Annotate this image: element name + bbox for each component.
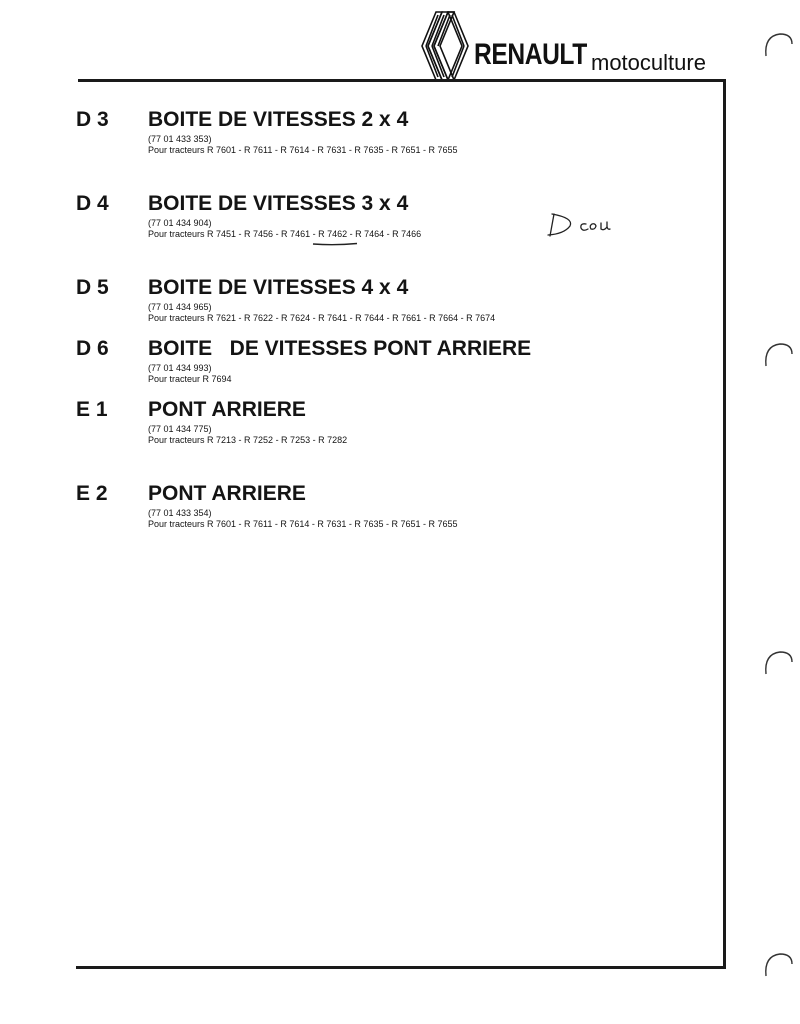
- renault-diamond-logo: [418, 10, 470, 82]
- section-e2: [76, 482, 458, 530]
- bottom-border-rule: [76, 966, 726, 969]
- section-code: D 5: [76, 276, 109, 299]
- section-heading: BOITE DE VITESSES 4 x 4: [148, 276, 409, 299]
- section-code: E 1: [76, 398, 108, 421]
- right-border-rule: [723, 82, 726, 969]
- section-heading: BOITE DE VITESSES 2 x 4: [148, 108, 409, 131]
- section-title: [76, 276, 495, 300]
- binder-punch-mark: [760, 340, 796, 370]
- section-reference: (77 01 434 993): [148, 363, 212, 373]
- brand-subtitle: motoculture: [591, 50, 706, 75]
- section-code: D 6: [76, 337, 109, 360]
- section-models: Pour tracteurs R 7213 - R 7252 - R 7253 - R 7282: [148, 435, 348, 445]
- section-reference: (77 01 434 775): [148, 424, 212, 434]
- brand-wordmark: [474, 38, 706, 75]
- section-heading: BOITE DE VITESSES 3 x 4: [148, 192, 409, 215]
- section-code: D 4: [76, 192, 109, 215]
- section-reference: (77 01 434 904): [148, 218, 212, 228]
- section-heading: PONT ARRIERE: [148, 482, 306, 505]
- section-models: Pour tracteurs R 7601 - R 7611 - R 7614 - R 7631 - R 7635 - R 7651 - R 7655: [148, 519, 458, 529]
- section-d5: [76, 276, 495, 324]
- section-models: Pour tracteurs R 7451 - R 7456 - R 7461 - R 7462 - R 7464 - R 7466: [148, 229, 422, 239]
- section-code: D 3: [76, 108, 109, 131]
- section-models: Pour tracteurs R 7601 - R 7611 - R 7614 - R 7631 - R 7635 - R 7651 - R 7655: [148, 145, 458, 155]
- brand-name: RENAULT: [474, 38, 587, 71]
- handwritten-underline: [312, 242, 358, 246]
- section-title: [76, 398, 347, 422]
- section-heading: BOITE DE VITESSES PONT ARRIERE: [148, 337, 532, 360]
- section-models: Pour tracteurs R 7621 - R 7622 - R 7624 - R 7641 - R 7644 - R 7661 - R 7664 - R 7674: [148, 313, 496, 323]
- section-models: Pour tracteur R 7694: [148, 374, 232, 384]
- binder-punch-mark: [760, 648, 796, 678]
- top-border-rule: [78, 79, 726, 82]
- section-title: [76, 108, 458, 132]
- section-d3: [76, 108, 458, 156]
- page-header: [0, 0, 800, 90]
- section-title: [76, 482, 458, 506]
- binder-punch-mark: [760, 30, 796, 60]
- section-reference: (77 01 433 353): [148, 134, 212, 144]
- section-heading: PONT ARRIERE: [148, 398, 306, 421]
- section-title: [76, 192, 421, 216]
- binder-punch-mark: [760, 950, 796, 980]
- handwritten-note: [546, 208, 626, 240]
- section-d6: [76, 337, 531, 385]
- section-d4: [76, 192, 421, 240]
- section-code: E 2: [76, 482, 108, 505]
- section-reference: (77 01 434 965): [148, 302, 212, 312]
- section-title: [76, 337, 531, 361]
- section-reference: (77 01 433 354): [148, 508, 212, 518]
- section-e1: [76, 398, 347, 446]
